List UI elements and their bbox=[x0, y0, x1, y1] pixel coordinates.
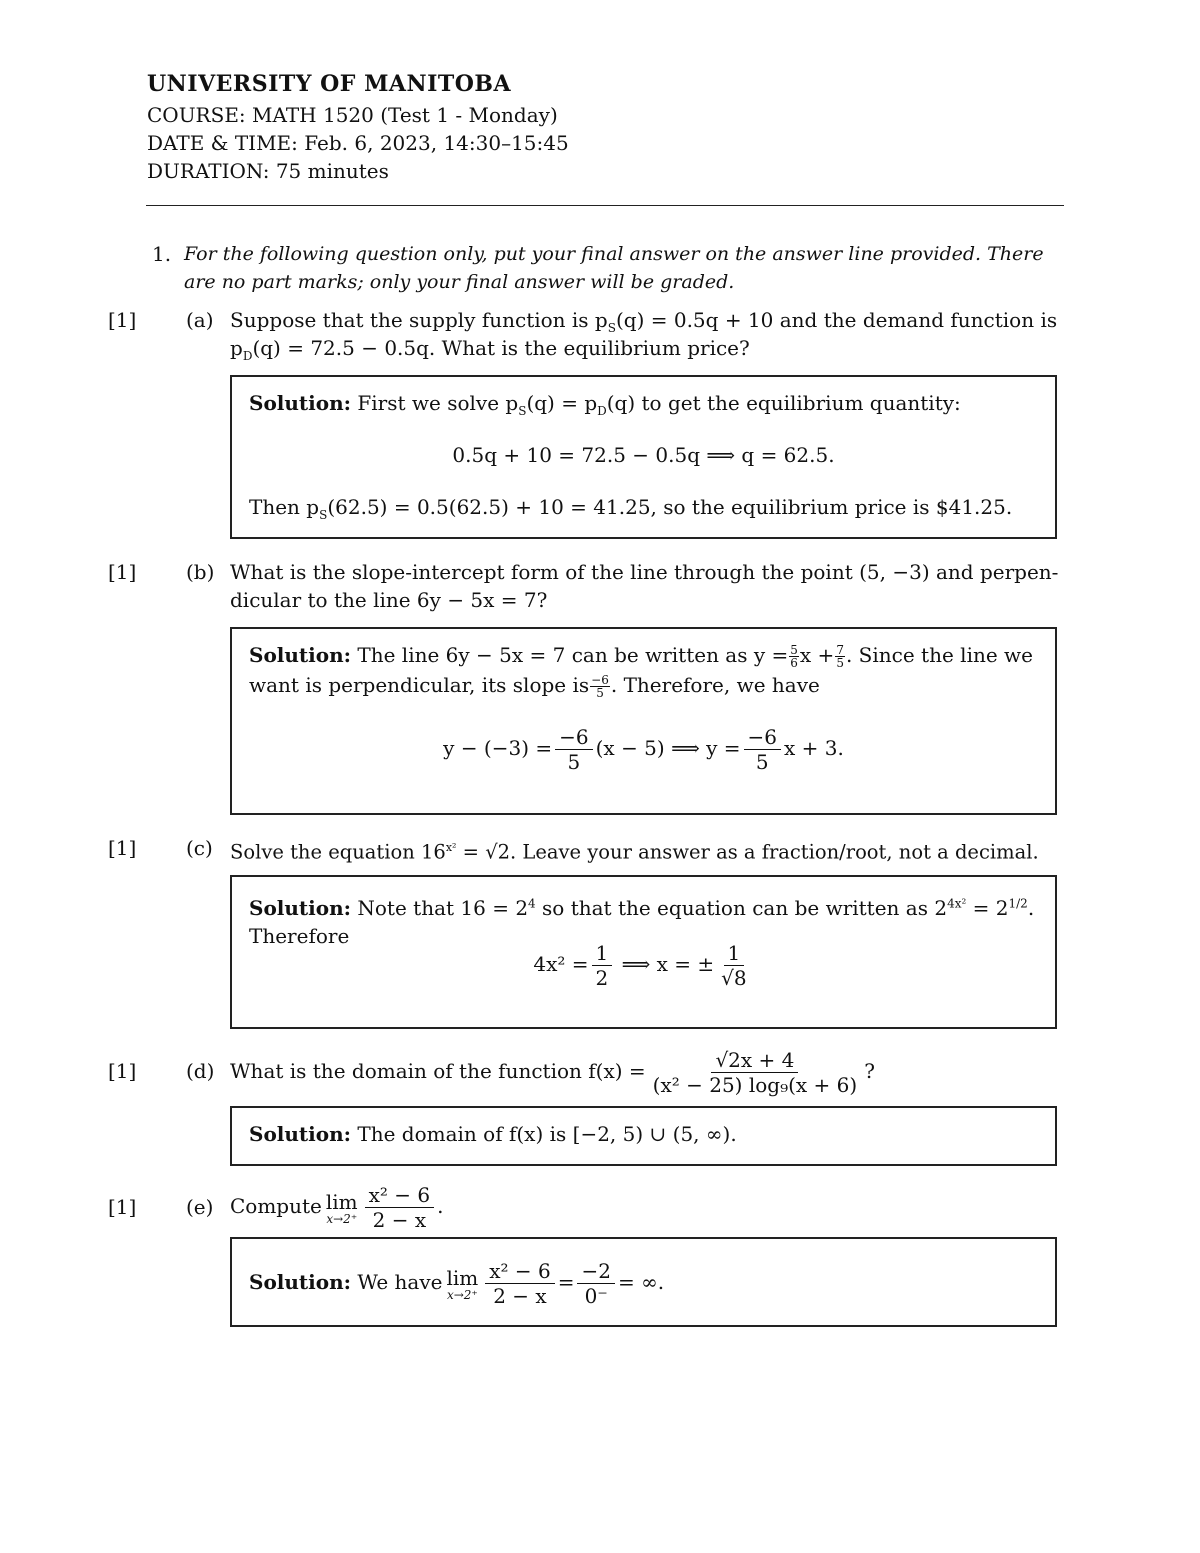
course-line: COURSE: MATH 1520 (Test 1 - Monday) bbox=[147, 103, 558, 127]
question-c: Solve the equation $16^{x^2} = √2$. Leave your answer as a fraction/root, not a decimal. bbox=[230, 840, 1039, 864]
question-a-line-2: $p_D(q) = 72.5 - 0.5q$. What is the equilibrium price? bbox=[230, 336, 750, 363]
question-number: 1. bbox=[152, 242, 172, 266]
question-b-line-2: dicular to the line 6y − 5x = 7? bbox=[230, 588, 548, 612]
solution-a-line-1: Solution: First we solve $p_S(q) = p_D(q)$ to get the equilibrium quantity: bbox=[249, 391, 961, 418]
university-title: UNIVERSITY OF MANITOBA bbox=[147, 71, 512, 97]
solution-c-line-1: Solution: Note that $16 = 2^4$ so that the equation can be written as $2^{4x^2} = 2^{1/2}$. bbox=[249, 896, 1035, 920]
question-e: Compute lim x→2⁺ $\frac{\text{x² − 6}}{2 - x}$ . bbox=[230, 1183, 444, 1232]
solution-box-a bbox=[230, 375, 1057, 539]
mark-d: [1] bbox=[108, 1059, 137, 1083]
part-label-a: (a) bbox=[186, 308, 214, 332]
solution-box-b bbox=[230, 627, 1057, 815]
question-d: What is the domain of the function f(x) = $\frac{√2x + 4}{\text{(x² − 25) log₉(x + 6)}}$ ? bbox=[230, 1048, 875, 1097]
solution-c-equation: 4x² = $\frac{1}{2}$ ⟹ x = ± $\frac{1}{√8}$ bbox=[533, 941, 747, 990]
solution-b-line-2: want is perpendicular, its slope is $\frac{-6}{5}$ . Therefore, we have bbox=[249, 673, 820, 700]
solution-e-text: Solution: We have lim x→2⁺ $\frac{\text{x² − 6}}{2 - x}$ = $\frac{-2}{0^-}$ = ∞. bbox=[249, 1259, 665, 1308]
duration-line: DURATION: 75 minutes bbox=[147, 159, 389, 183]
solution-a-line-3: Then $p_S(62.5) = 0.5(62.5) + 10 = 41.25$, so the equilibrium price is $41.25. bbox=[249, 495, 1013, 522]
solution-box-d bbox=[230, 1106, 1057, 1166]
instructions-line-1: For the following question only, put your final answer on the answer line provided. There bbox=[184, 243, 1044, 265]
mark-e: [1] bbox=[108, 1195, 137, 1219]
header-divider bbox=[146, 205, 1064, 206]
solution-d-text: Solution: The domain of f(x) is [−2, 5) ∪ (5, ∞). bbox=[249, 1122, 737, 1146]
mark-c: [1] bbox=[108, 836, 137, 860]
solution-b-line-1: Solution: The line 6y − 5x = 7 can be written as y = $\frac{5}{6}$ x + $\frac{7}{5}$ . Since the line we bbox=[249, 643, 1033, 670]
solution-box-e bbox=[230, 1237, 1057, 1327]
mark-b: [1] bbox=[108, 560, 137, 584]
part-label-b: (b) bbox=[186, 560, 215, 584]
solution-b-equation: y − (−3) = $\frac{-6}{5}$ (x − 5) ⟹ y = $\frac{-6}{5}$ x + 3. bbox=[443, 725, 844, 774]
datetime-line: DATE & TIME: Feb. 6, 2023, 14:30–15:45 bbox=[147, 131, 569, 155]
solution-c-line-2: Therefore bbox=[249, 924, 350, 948]
solution-box-c bbox=[230, 875, 1057, 1029]
mark-a: [1] bbox=[108, 308, 137, 332]
instructions-line-2: are no part marks; only your final answer will be graded. bbox=[184, 271, 735, 293]
part-label-d: (d) bbox=[186, 1059, 215, 1083]
question-b-line-1: What is the slope-intercept form of the line through the point (5, −3) and perpen- bbox=[230, 560, 1059, 584]
part-label-e: (e) bbox=[186, 1195, 214, 1219]
solution-a-equation: 0.5q + 10 = 72.5 − 0.5q ⟹ q = 62.5. bbox=[452, 443, 835, 467]
question-a-line-1: Suppose that the supply function is $p_S(q) = 0.5q + 10$ and the demand function is bbox=[230, 308, 1058, 335]
part-label-c: (c) bbox=[186, 836, 213, 860]
